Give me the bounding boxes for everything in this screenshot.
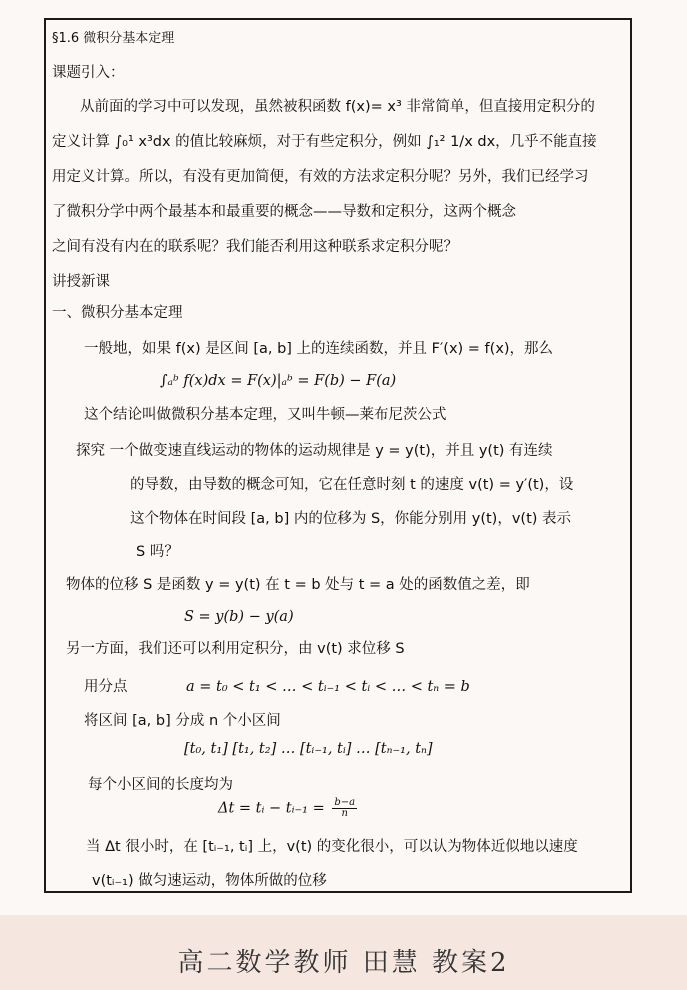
partition-label: 用分点 [84, 679, 128, 695]
theorem-formula: ∫ₐᵇ f(x)dx = F(x)|ₐᵇ = F(b) − F(a) [160, 373, 397, 389]
footer-caption: 高二数学教师 田慧 教案2 [177, 948, 510, 978]
explore-line-3: 这个物体在时间段 [a, b] 内的位移为 S，你能分别用 y(t)，v(t) 表示 [130, 511, 572, 527]
intro-line-4: 了微积分学中两个最基本和最重要的概念——导数和定积分，这两个概念 [52, 204, 516, 220]
delta-denominator: n [341, 808, 348, 819]
displacement-line: 物体的位移 S 是函数 y = y(t) 在 t = b 处与 t = a 处的函数值之差，即 [66, 577, 530, 593]
intro-heading: 课题引入： [52, 65, 125, 81]
explore-line-4: S 吗？ [136, 544, 179, 560]
intervals-formula: [t₀, t₁] [t₁, t₂] … [tᵢ₋₁, tᵢ] … [tₙ₋₁, tₙ] [184, 741, 433, 757]
intro-line-3: 用定义计算。所以，有没有更加简便，有效的方法求定积分呢？另外，我们已经学习 [52, 169, 589, 185]
divide-line: 将区间 [a, b] 分成 n 个小区间 [84, 713, 281, 729]
length-line: 每个小区间的长度均为 [88, 777, 233, 793]
delta-fraction [332, 798, 357, 819]
displacement-formula: S = y(b) − y(a) [184, 609, 294, 625]
delta-lhs: Δt = tᵢ − tᵢ₋₁ = [218, 800, 325, 817]
intro-line-1: 从前面的学习中可以发现，虽然被积函数 f(x)= x³ 非常简单，但直接用定积分的 [80, 99, 595, 115]
intro-line-2: 定义计算 ∫₀¹ x³dx 的值比较麻烦，对于有些定积分，例如 ∫₁² 1/x dx，几乎不能直接 [52, 134, 597, 150]
delta-numerator: b−a [334, 797, 356, 808]
last-line-1: 当 Δt 很小时，在 [tᵢ₋₁, tᵢ] 上，v(t) 的变化很小，可以认为物体近似地以速度 [86, 839, 578, 855]
explore-line-1: 探究 一个做变速直线运动的物体的运动规律是 y = y(t)，并且 y(t) 有连续 [76, 443, 553, 459]
intro-line-5: 之间有没有内在的联系呢？我们能否利用这种联系求定积分呢？ [52, 239, 458, 255]
theorem-name: 这个结论叫做微积分基本定理，又叫牛顿—莱布尼茨公式 [84, 407, 447, 423]
partition-formula: a = t₀ < t₁ < … < tᵢ₋₁ < tᵢ < … < tₙ = b [186, 679, 470, 695]
theorem-heading: 一、微积分基本定理 [52, 305, 183, 321]
delta-formula [218, 798, 357, 819]
section-title: §1.6 微积分基本定理 [52, 31, 175, 46]
new-lesson-heading: 讲授新课 [52, 274, 110, 290]
last-line-2: v(tᵢ₋₁) 做匀速运动，物体所做的位移 [92, 873, 327, 889]
other-side-line: 另一方面，我们还可以利用定积分，由 v(t) 求位移 S [66, 641, 405, 657]
explore-line-2: 的导数，由导数的概念可知，它在任意时刻 t 的速度 v(t) = y′(t)，设 [130, 477, 574, 493]
theorem-statement: 一般地，如果 f(x) 是区间 [a, b] 上的连续函数，并且 F′(x) = f(x)，那么 [84, 341, 554, 357]
